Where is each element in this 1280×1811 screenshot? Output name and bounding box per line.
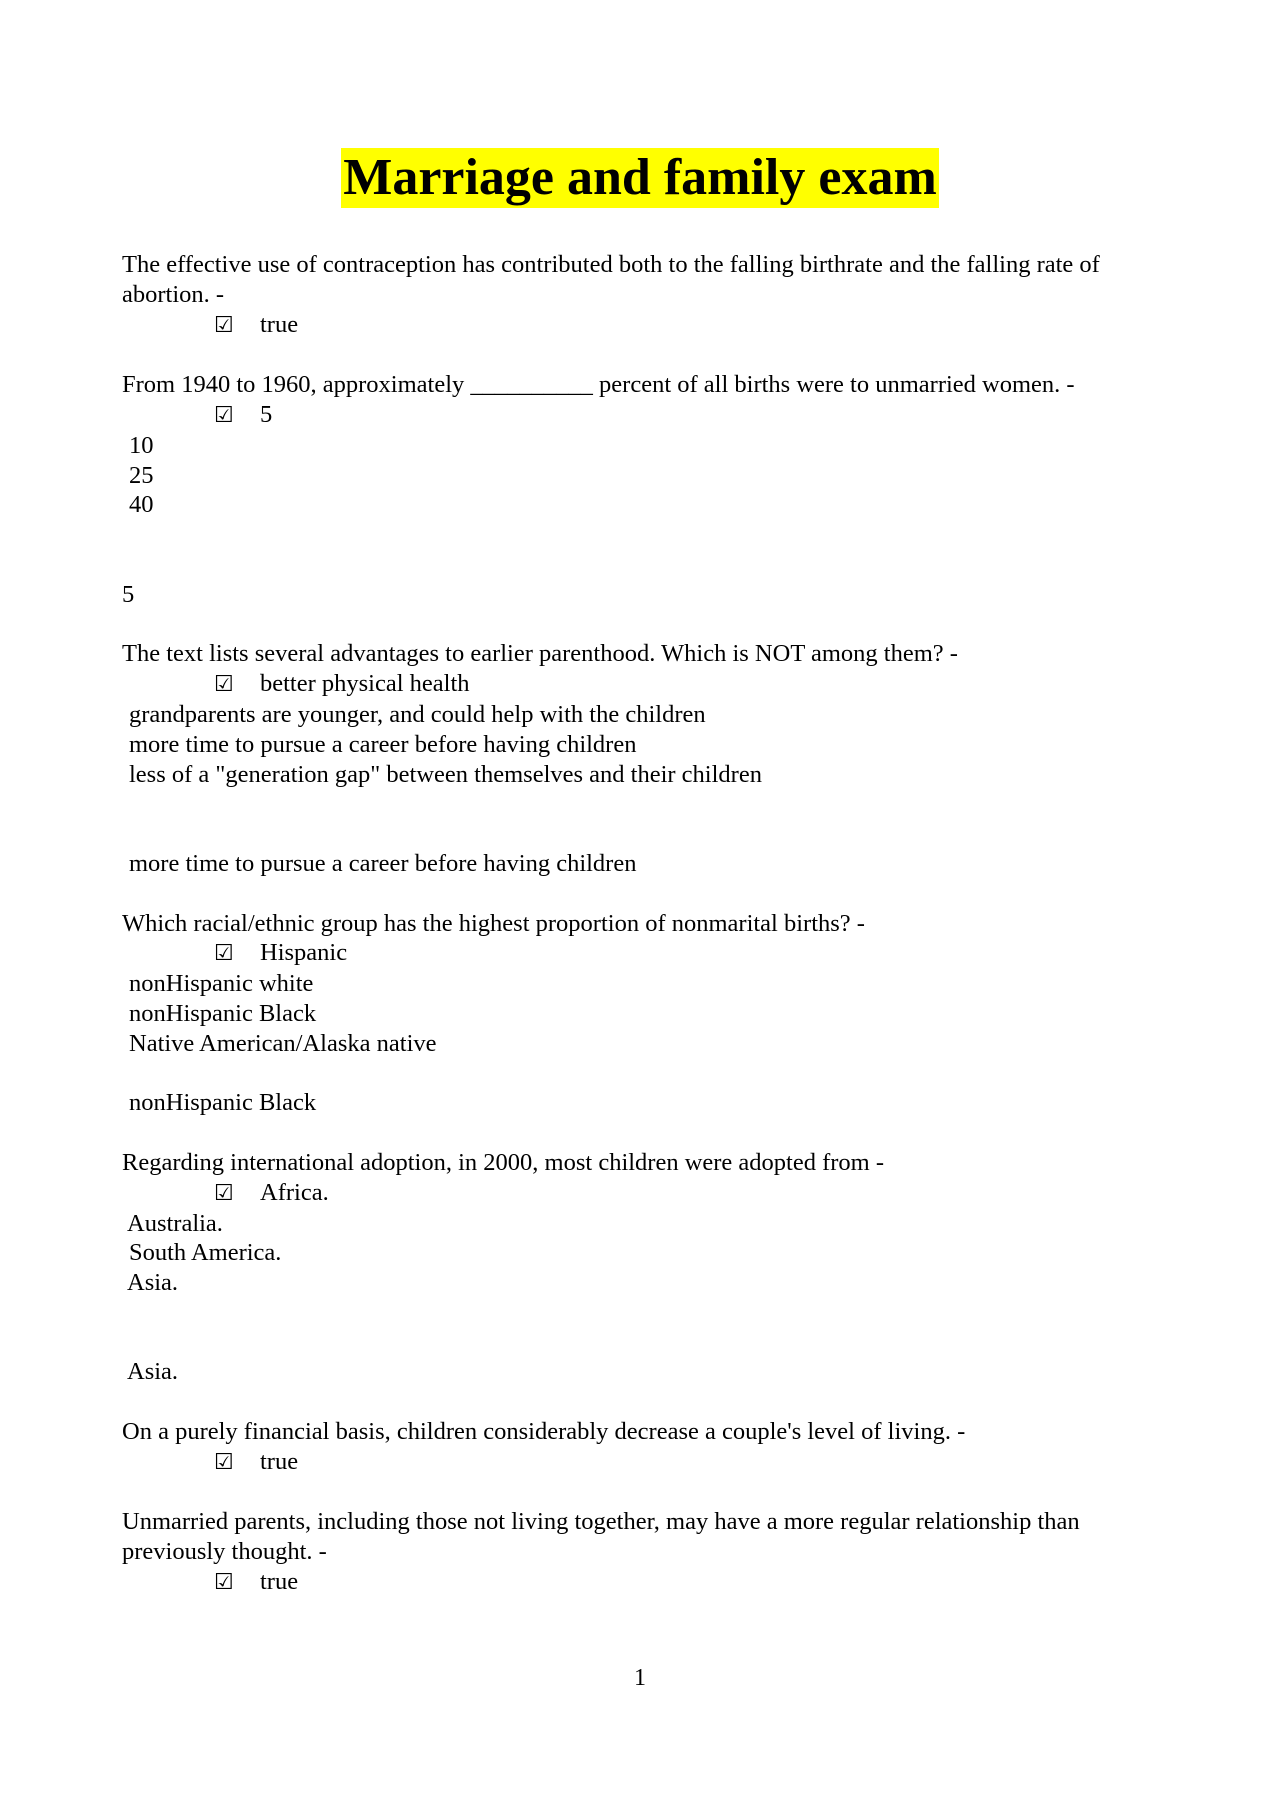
checked-option [122,400,1172,431]
question-block-7 [122,1507,1172,1597]
checked-option [122,669,1172,700]
answer-option: Asia. [127,1269,179,1297]
checked-option [122,1567,1172,1598]
question-text: Unmarried parents, including those not living together, may have a more regular relationship than previously thought. - [122,1508,1080,1566]
ballot-box-with-check-icon: ☑ [214,672,234,698]
question-text: The effective use of contraception has contributed both to the falling birthrate and the falling rate of abortion. - [122,251,1100,308]
question-block-3 [122,639,1172,878]
checked-option-label: true [260,310,299,338]
answer-option: more time to pursue a career before having children [129,730,637,758]
answer-option: Native American/Alaska native [129,1029,437,1057]
question-text: Which racial/ethnic group has the highest proportion of nonmarital births? - [122,909,865,937]
ballot-box-with-check-icon: ☑ [214,1449,234,1475]
correct-answer: more time to pursue a career before having children [129,849,637,877]
ballot-box-with-check-icon: ☑ [214,1180,234,1206]
answer-option: 25 [129,461,154,489]
ballot-box-with-check-icon: ☑ [214,941,234,967]
checked-option [122,310,1172,341]
correct-answer: nonHispanic Black [129,1089,317,1117]
checked-option-label: better physical health [260,670,470,698]
answer-option: Australia. [127,1209,223,1237]
question-block-5 [122,1148,1172,1387]
checked-option [122,1178,1172,1209]
answer-option: nonHispanic white [129,970,314,998]
question-block-6 [122,1417,1172,1478]
answer-option: grandparents are younger, and could help with the children [129,700,706,728]
question-text: From 1940 to 1960, approximately __________ percent of all births were to unmarried women. - [122,371,1075,399]
question-block-1 [122,250,1172,340]
checked-option-label: Africa. [260,1178,329,1206]
question-list [122,250,1172,1598]
question-text: Regarding international adoption, in 2000, most children were adopted from - [122,1148,885,1176]
checked-option-label: true [260,1568,299,1596]
correct-answer: 5 [122,580,135,608]
checked-option-label: Hispanic [260,939,348,967]
ballot-box-with-check-icon: ☑ [214,1570,234,1596]
answer-option: 10 [129,431,154,459]
ballot-box-with-check-icon: ☑ [214,402,234,428]
question-text: The text lists several advantages to earlier parenthood. Which is NOT among them? - [122,640,958,668]
answer-option: less of a "generation gap" between themselves and their children [129,760,762,788]
title-container [0,148,1280,208]
checked-option-label: true [260,1447,299,1475]
ballot-box-with-check-icon: ☑ [214,312,234,338]
answer-option: 40 [129,491,154,519]
question-block-4 [122,909,1172,1119]
document-title: Marriage and family exam [343,149,937,206]
question-block-2 [122,370,1172,609]
page-number: 1 [634,1665,646,1691]
correct-answer: Asia. [127,1358,179,1386]
answer-option: South America. [129,1239,282,1267]
question-text: On a purely financial basis, children considerably decrease a couple's level of living. - [122,1418,966,1446]
checked-option-label: 5 [260,400,273,428]
checked-option [122,1447,1172,1478]
checked-option [122,938,1172,969]
answer-option: nonHispanic Black [129,999,317,1027]
